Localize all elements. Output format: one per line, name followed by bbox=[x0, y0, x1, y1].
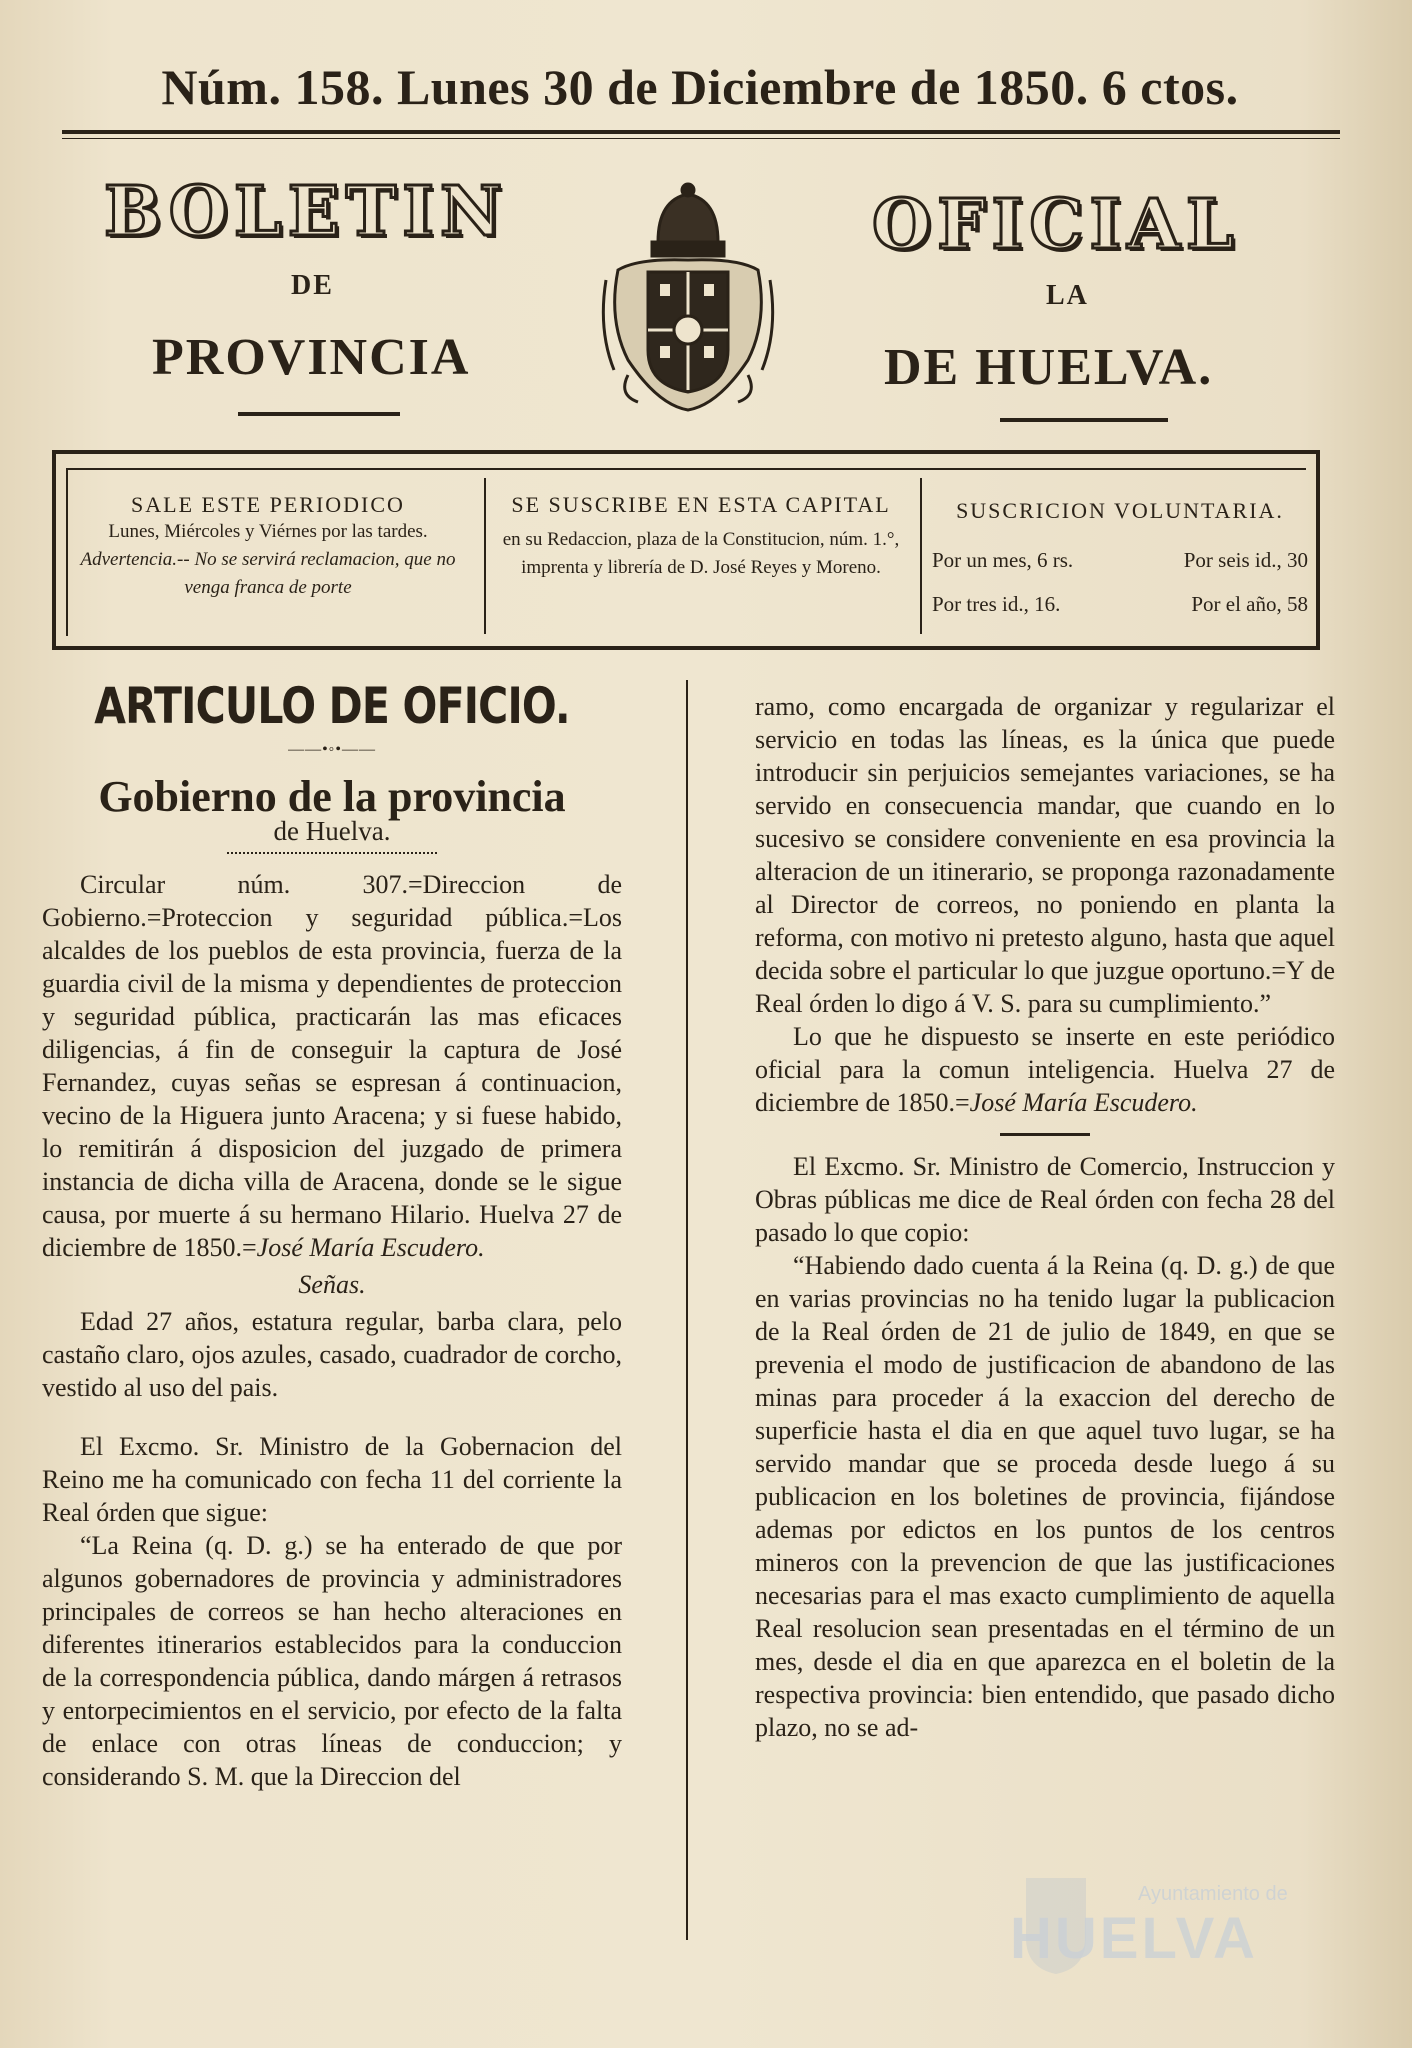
schedule-heading: SALE ESTE PERIODICO bbox=[131, 492, 405, 517]
title-la: LA bbox=[1046, 280, 1089, 311]
title-huelva: DE HUELVA. bbox=[884, 339, 1214, 396]
commerce-minister-paragraph: El Excmo. Sr. Ministro de Comercio, Instruccion y Obras públicas me dice de Real órden con fecha 28 del pasado lo que copio: bbox=[755, 1152, 1335, 1247]
column-divider bbox=[686, 680, 688, 1940]
schedule-notice: Advertencia.-- No se servirá reclamacion, que no venga franca de porte bbox=[80, 549, 456, 598]
signature: José María Escudero. bbox=[256, 1233, 485, 1262]
schedule-days: Lunes, Miércoles y Viérnes por las tardes. bbox=[108, 521, 428, 542]
issue-line: Núm. 158. Lunes 30 de Diciembre de 1850. 6 ctos. bbox=[161, 59, 1239, 115]
paragraph-gap bbox=[42, 1404, 622, 1430]
subscription-divider-2 bbox=[920, 478, 922, 634]
left-column bbox=[42, 677, 622, 1793]
watermark-logo-text: HUELVA bbox=[1010, 1906, 1258, 1971]
title-provincia: PROVINCIA bbox=[152, 329, 471, 386]
publication-paragraph bbox=[755, 1020, 1335, 1119]
rates-table bbox=[932, 538, 1308, 626]
senas-heading: Señas. bbox=[298, 1270, 366, 1299]
subscription-col-where bbox=[492, 492, 910, 642]
section-heading: ARTICULO DE OFICIO. bbox=[94, 677, 570, 735]
royal-crest-emblem bbox=[598, 180, 778, 415]
government-title: Gobierno de la provincia bbox=[98, 772, 566, 821]
signature: José María Escudero. bbox=[969, 1088, 1198, 1117]
title-word-boletin: BOLETIN bbox=[104, 172, 509, 252]
description-paragraph: Edad 27 años, estatura regular, barba clara, pelo castaño claro, ojos azules, casado, cuadrador de corcho, vestido al uso del pais. bbox=[42, 1307, 622, 1402]
title-underline-right bbox=[1000, 418, 1168, 422]
publication-text: Lo que he dispuesto se inserte en este periódico oficial para la comun inteligencia. Huelva 27 de diciembre de 1850.= bbox=[755, 1022, 1335, 1117]
rate-row bbox=[932, 582, 1308, 626]
title-word-oficial: OFICIAL bbox=[872, 185, 1240, 265]
subscription-box-inner bbox=[66, 468, 1306, 636]
mines-order-paragraph: “Habiendo dado cuenta á la Reina (q. D. g.) de que en varias provincias no ha tenido lugar la publicacion de la Real órden de 21 de julio de 1849, en que se prevenia el modo de justificacion de abandono de las minas para proceder á la exaccion del derecho de superficie hasta el dia en que aquel tuvo lugar, se ha servido mandar que se proceda desde luego á su publicacion en los boletines de provincia, fijándose ademas por edictos en los puntos de los centros mineros con la prevencion de que las justificaciones necesarias para el mas exacto cumplimiento de aquella Real resolucion sean presentadas en el término de un mes, desde el dia en que aparezca en el boletin de la respectiva provincia: bien entendido, que pasado dicho plazo, no se ad- bbox=[755, 1251, 1335, 1742]
subscription-box bbox=[52, 450, 1320, 650]
dotted-rule bbox=[227, 852, 437, 854]
rate-cell: Por tres id., 16. bbox=[932, 592, 1061, 616]
subscribe-heading: SE SUSCRIBE EN ESTA CAPITAL bbox=[511, 492, 891, 517]
circular-text: Circular núm. 307.=Direccion de Gobierno.=Proteccion y seguridad pública.=Los alcaldes de los pueblos de esta provincia, fuerza de la guardia civil de la misma y dependientes de proteccion y seguridad pública, practicarán las mas eficaces diligencias, á fin de conseguir la captura de José Fernandez, cuyas señas se espresan á continuacion, vecino de la Higuera junto Aracena; y si fuese habido, lo remitirán á disposicion del juzgado de primera instancia de dicha villa de Aracena, donde se le sigue causa, por muerte á su hermano Hilario. Huelva 27 de diciembre de 1850.= bbox=[42, 870, 622, 1262]
rate-cell: Por seis id., 30 bbox=[1183, 548, 1308, 572]
title-underline-left bbox=[238, 412, 400, 416]
circular-paragraph bbox=[42, 868, 622, 1264]
masthead-rule bbox=[62, 130, 1340, 134]
title-de: DE bbox=[291, 270, 334, 301]
rate-cell: Por el año, 58 bbox=[1191, 592, 1308, 616]
rates-heading: SUSCRICION VOLUNTARIA. bbox=[956, 498, 1284, 523]
ornament-divider: ——•◦•—— bbox=[288, 741, 376, 758]
government-subtitle: de Huelva. bbox=[273, 816, 391, 846]
right-column bbox=[755, 690, 1335, 1744]
subscribe-address: en su Redaccion, plaza de la Constitucion, núm. 1.°, imprenta y librería de D. José Reyes y Moreno. bbox=[502, 529, 900, 578]
subscription-col-rates bbox=[932, 492, 1308, 642]
subscription-col-schedule bbox=[72, 492, 464, 642]
royal-order-paragraph: “La Reina (q. D. g.) se ha enterado de que por algunos gobernadores de provincia y administradores principales de correos se han hecho alteraciones en diferentes itinerarios establecidos para la conduccion de la correspondencia pública, dando márgen á retrasos y entorpecimientos en el servicio, por efecto de la falta de enlace con otras líneas de conduccion; y considerando S. M. que la Direccion del bbox=[42, 1531, 622, 1791]
section-rule bbox=[1000, 1133, 1090, 1136]
subscription-divider-1 bbox=[484, 478, 486, 634]
minister-paragraph: El Excmo. Sr. Ministro de la Gobernacion del Reino me ha comunicado con fecha 11 del corriente la Real órden que sigue: bbox=[42, 1432, 622, 1527]
rate-cell: Por un mes, 6 rs. bbox=[932, 548, 1074, 572]
watermark-caption: Ayuntamiento de bbox=[1138, 1883, 1288, 1905]
royal-order-continuation: ramo, como encargada de organizar y regularizar el servicio en todas las líneas, es la única que puede introducir sin perjuicios semejantes variaciones, se ha servido en consecuencia mandar, que cuando en lo sucesivo se considere conveniente en esa provincia la alteracion de un itinerario, se proponga razonadamente al Director de correos, no poniendo en planta la reforma, con motivo ni pretesto alguno, hasta que aquel decida sobre el particular lo que juzgue oportuno.=Y de Real órden lo digo á V. S. para su cumplimiento.” bbox=[755, 692, 1335, 1018]
rate-row bbox=[932, 538, 1308, 582]
